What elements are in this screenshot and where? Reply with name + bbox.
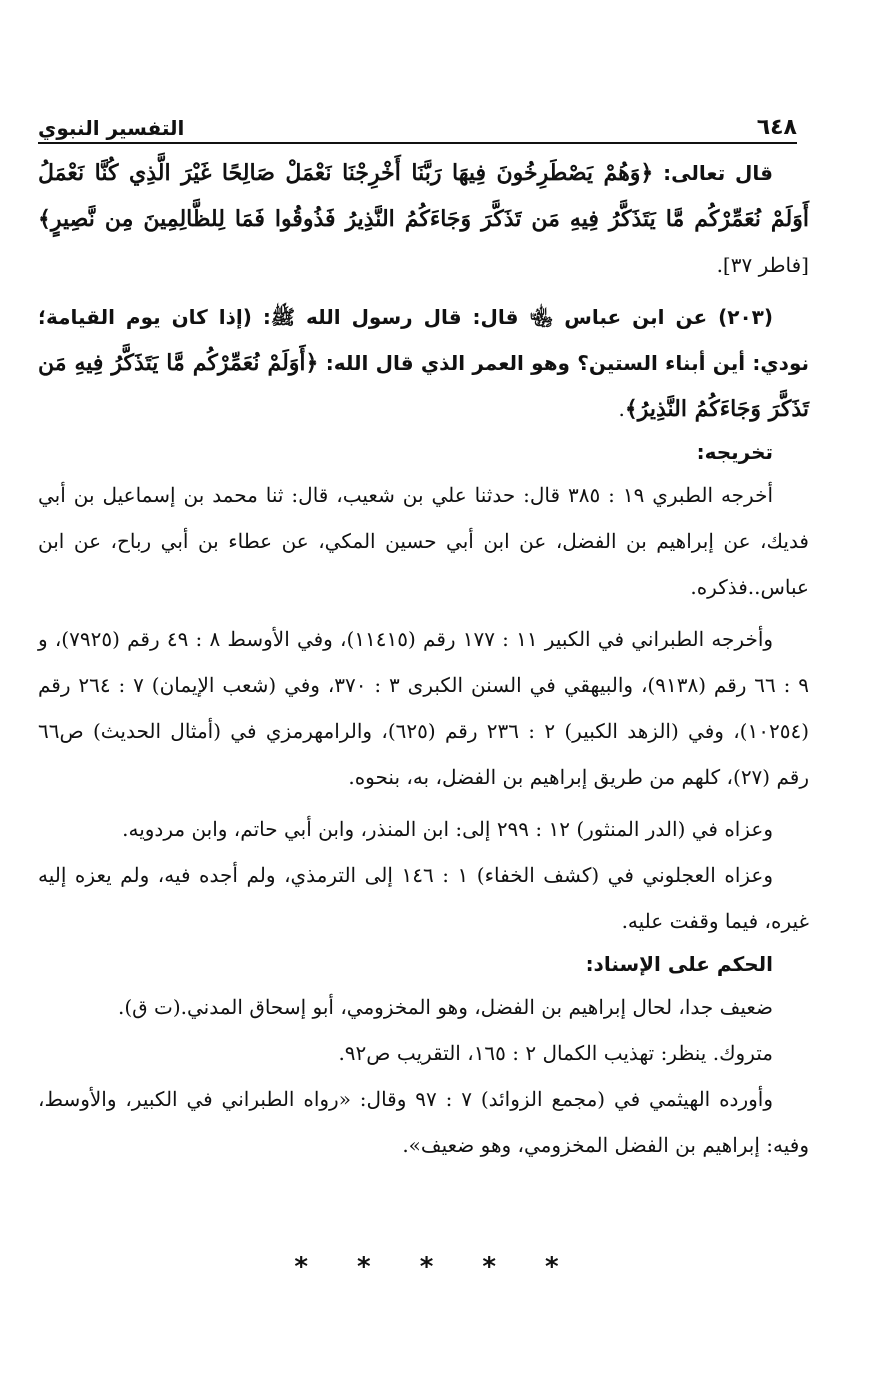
- hadith-text: (إذا كان يوم القيامة؛ نودي: أين أبناء الستين؟ وهو العمر الذي قال الله:: [38, 305, 809, 375]
- hadith-closing: .: [618, 397, 625, 421]
- takhrij-paragraph: وعزاه العجلوني في (كشف الخفاء) ١ : ١٤٦ إلى الترمذي، ولم أجده فيه، ولم يعزه إليه غيره، فيما وقفت عليه.: [38, 863, 809, 933]
- page-number: ٦٤٨: [756, 115, 797, 140]
- page-header: [38, 108, 797, 144]
- page-body: [38, 150, 809, 1168]
- takhrij-paragraph: وعزاه في (الدر المنثور) ١٢ : ٢٩٩ إلى: ابن المنذر، وابن أبي حاتم، وابن مردويه.: [122, 817, 773, 841]
- hukm-paragraph: وأورده الهيثمي في (مجمع الزوائد) ٧ : ٩٧ وقال: «رواه الطبراني في الكبير، والأوسط، وفيه: إبراهيم بن الفضل المخزومي، وهو ضعيف».: [38, 1087, 809, 1157]
- section-separator: * * * * *: [294, 1252, 579, 1282]
- hadith-paragraph: [38, 294, 809, 432]
- takhrij-paragraph: وأخرجه الطبراني في الكبير ١١ : ١٧٧ رقم (١١٤١٥)، وفي الأوسط ٨ : ٤٩ رقم (٧٩٢٥)، و ٩ : ٦٦ رقم (٩١٣٨)، والبيهقي في السنن الكبرى ٣ : ٣٧٠، وفي (شعب الإيمان) ٧ : ٢٦٤ رقم (١٠٢٥٤)، وفي (الزهد الكبير) ٢ : ٢٣٦ رقم (٦٢٥)، والرامهرمزي في (أمثال الحديث) ص٦٦ رقم (٢٧)، كلهم من طريق إبراهيم بن الفضل، به، بنحوه.: [38, 627, 810, 789]
- hadith-opening: (٢٠٣) عن ابن عباس ﵄ قال: قال رسول الله ﷺ:: [251, 305, 773, 329]
- takhrij-heading: تخريجه:: [696, 440, 773, 464]
- verse-intro: قال تعالى:: [653, 161, 773, 185]
- verse-paragraph: [38, 150, 809, 288]
- hukm-paragraph: متروك. ينظر: تهذيب الكمال ٢ : ١٦٥، التقريب ص٩٢.: [338, 1041, 773, 1065]
- hukm-heading: الحكم على الإسناد:: [585, 952, 773, 976]
- hukm-paragraph: ضعيف جدا، لحال إبراهيم بن الفضل، وهو المخزومي، أبو إسحاق المدني.(ت ق).: [117, 995, 773, 1019]
- quran-verse: ﴿وَهُمْ يَصْطَرِخُونَ فِيهَا رَبَّنَا أَخْرِجْنَا نَعْمَلْ صَالِحًا غَيْرَ الَّذِي كُنَّا نَعْمَلُ أَوَلَمْ نُعَمِّرْكُم مَّا يَتَذَكَّرُ فِيهِ مَن تَذَكَّرَ وَجَاءَكُمُ النَّذِيرُ فَذُوقُوا فَمَا لِلظَّالِمِينَ مِن نَّصِيرٍ﴾: [38, 160, 809, 232]
- takhrij-paragraph: أخرجه الطبري ١٩ : ٣٨٥ قال: حدثنا علي بن شعيب، قال: ثنا محمد بن إسماعيل بن أبي فديك، عن إبراهيم بن الفضل، عن ابن أبي حسين المكي، عن عطاء بن أبي رباح، عن ابن عباس..فذكره.: [38, 483, 809, 599]
- hadith-quran-quote: ﴿أَوَلَمْ نُعَمِّرْكُم مَّا يَتَذَكَّرُ فِيهِ مَن تَذَكَّرَ وَجَاءَكُمُ النَّذِيرُ﴾: [38, 350, 809, 422]
- verse-reference: [فاطر ٣٧].: [716, 253, 809, 277]
- book-title: التفسير النبوي: [38, 116, 185, 140]
